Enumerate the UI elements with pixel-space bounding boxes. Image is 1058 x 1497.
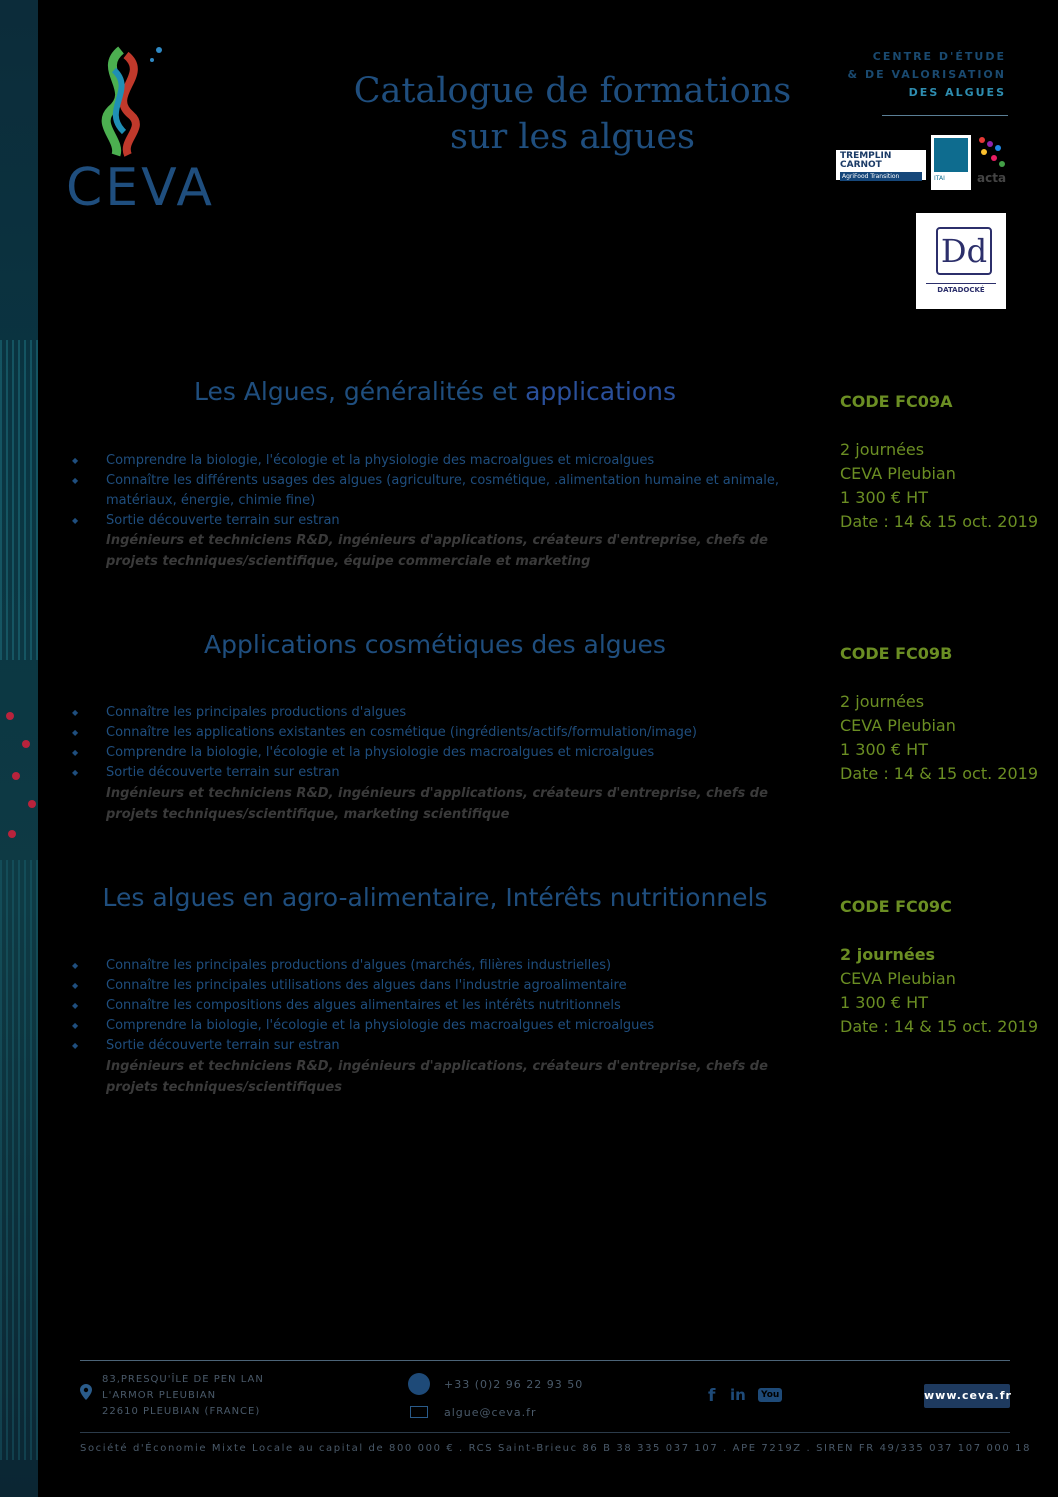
decorative-dot bbox=[28, 800, 36, 808]
tremplin-line-1: TREMPLIN bbox=[840, 151, 892, 161]
list-item: ◆ Connaître les différents usages des algues (agriculture, cosmétique, .alimentation humaine et animale, matériaux, énergie, chimie fine) bbox=[72, 471, 792, 511]
course-code: CODE FC09C bbox=[840, 897, 952, 916]
course-date: Date : 14 & 15 oct. 2019 bbox=[840, 512, 1039, 531]
acta-label: acta bbox=[977, 171, 1007, 185]
objectives-list bbox=[72, 451, 792, 531]
datadock-logo bbox=[916, 213, 1006, 309]
org-name bbox=[848, 48, 1006, 102]
section-title-text: Applications cosmétiques des algues bbox=[204, 630, 666, 659]
seaweed-pattern bbox=[0, 860, 38, 1460]
acta-dot bbox=[999, 161, 1005, 167]
location-pin-icon bbox=[80, 1384, 92, 1400]
org-line-1: CENTRE D'ÉTUDE bbox=[872, 50, 1006, 63]
decorative-side-strip bbox=[0, 0, 38, 1497]
logo-text: CEVA bbox=[66, 158, 215, 218]
section-title bbox=[60, 377, 810, 406]
tremplin-carnot-logo bbox=[836, 150, 926, 180]
list-item: ◆ Connaître les principales productions d'algues bbox=[72, 703, 792, 723]
ceva-logo bbox=[66, 40, 215, 218]
footer-divider bbox=[80, 1432, 1010, 1433]
course-duration: 2 journées bbox=[840, 692, 925, 711]
section-title-text: Les algues en agro-alimentaire, Intérêts nutritionnels bbox=[102, 883, 768, 912]
facebook-icon[interactable]: f bbox=[708, 1386, 716, 1406]
course-location: CEVA Pleubian bbox=[840, 716, 956, 735]
course-duration: 2 journées bbox=[840, 440, 925, 459]
divider bbox=[882, 115, 1008, 116]
list-item: ◆ Connaître les principales utilisations des algues dans l'industrie agroalimentaire bbox=[72, 976, 792, 996]
acta-dot bbox=[987, 141, 993, 147]
list-item: ◆ Comprendre la biologie, l'écologie et la physiologie des macroalgues et microalgues bbox=[72, 743, 792, 763]
course-code: CODE FC09B bbox=[840, 644, 953, 663]
list-item: ◆ Sortie découverte terrain sur estran bbox=[72, 763, 792, 783]
course-price: 1 300 € HT bbox=[840, 993, 928, 1012]
email-icon bbox=[410, 1406, 428, 1418]
list-item: ◆ Comprendre la biologie, l'écologie et la physiologie des macroalgues et microalgues bbox=[72, 1016, 792, 1036]
course-info bbox=[840, 390, 1040, 534]
itai-logo bbox=[931, 135, 971, 190]
tremplin-sub: AgriFood Transition bbox=[840, 172, 922, 181]
linkedin-icon[interactable]: in bbox=[730, 1386, 746, 1404]
list-item: ◆ Sortie découverte terrain sur estran bbox=[72, 1036, 792, 1056]
org-line-2: & DE VALORISATION bbox=[847, 68, 1006, 81]
decorative-dot bbox=[6, 712, 14, 720]
course-location: CEVA Pleubian bbox=[840, 969, 956, 988]
acta-dot bbox=[981, 149, 987, 155]
course-location: CEVA Pleubian bbox=[840, 464, 956, 483]
phone-icon bbox=[408, 1373, 430, 1395]
course-info bbox=[840, 642, 1040, 786]
acta-dot bbox=[991, 155, 997, 161]
legal-info: Société d'Économie Mixte Locale au capital de 800 000 € . RCS Saint-Brieuc 86 B 38 335 037 107 . APE 7219Z . SIREN FR 49/335 037 107 000 18 bbox=[80, 1443, 1032, 1454]
course-code: CODE FC09A bbox=[840, 392, 953, 411]
decorative-dot bbox=[12, 772, 20, 780]
list-item: ◆ Connaître les applications existantes en cosmétique (ingrédients/actifs/formulation/image) bbox=[72, 723, 792, 743]
acta-dot bbox=[979, 137, 985, 143]
section-title bbox=[60, 630, 810, 659]
target-audience: Ingénieurs et techniciens R&D, ingénieurs d'applications, créateurs d'entreprise, chefs de projets techniques/scientifiques bbox=[106, 1059, 768, 1095]
email-link[interactable]: algue@ceva.fr bbox=[444, 1406, 537, 1419]
section-title-highlight: applications bbox=[525, 377, 677, 406]
course-info bbox=[840, 895, 1040, 1039]
algae-flame-icon bbox=[66, 40, 176, 160]
datadock-label: DATADOCKÉ bbox=[926, 283, 996, 294]
youtube-icon[interactable]: You bbox=[758, 1388, 782, 1402]
course-duration: 2 journées bbox=[840, 945, 936, 964]
decorative-dot bbox=[22, 740, 30, 748]
list-item: ◆ Sortie découverte terrain sur estran bbox=[72, 511, 792, 531]
acta-logo bbox=[975, 135, 1009, 190]
seaweed-pattern bbox=[0, 340, 38, 660]
section-title bbox=[60, 883, 810, 912]
objectives-list bbox=[72, 956, 792, 1056]
course-price: 1 300 € HT bbox=[840, 740, 928, 759]
target-audience: Ingénieurs et techniciens R&D, ingénieurs d'applications, créateurs d'entreprise, chefs de projets techniques/scientifique, équipe commerciale et marketing bbox=[106, 533, 768, 569]
phone-number[interactable]: +33 (0)2 96 22 93 50 bbox=[444, 1378, 584, 1391]
objectives-list bbox=[72, 703, 792, 783]
list-item: ◆ Connaître les principales productions d'algues (marchés, filières industrielles) bbox=[72, 956, 792, 976]
decorative-dot bbox=[8, 830, 16, 838]
target-audience: Ingénieurs et techniciens R&D, ingénieurs d'applications, créateurs d'entreprise, chefs de projets techniques/scientifique, marketing scientifique bbox=[106, 786, 768, 822]
itai-label: ITAI bbox=[934, 175, 945, 182]
footer-divider bbox=[80, 1360, 1010, 1361]
acta-dot bbox=[995, 145, 1001, 151]
list-item: ◆ Comprendre la biologie, l'écologie et la physiologie des macroalgues et microalgues bbox=[72, 451, 792, 471]
website-button[interactable]: www.ceva.fr bbox=[924, 1384, 1010, 1408]
tremplin-line-2: CARNOT bbox=[840, 160, 882, 170]
course-date: Date : 14 & 15 oct. 2019 bbox=[840, 764, 1039, 783]
tree-icon bbox=[934, 138, 968, 172]
course-price: 1 300 € HT bbox=[840, 488, 928, 507]
section-title-text: Les Algues, généralités et bbox=[193, 377, 526, 406]
page-title: Catalogue de formations sur les algues bbox=[353, 71, 792, 157]
datadock-mark: Dd bbox=[936, 227, 992, 275]
address: 83,PRESQU'ÎLE DE PEN LAN L'ARMOR PLEUBIAN 22610 PLEUBIAN (FRANCE) bbox=[102, 1374, 264, 1417]
course-date: Date : 14 & 15 oct. 2019 bbox=[840, 1017, 1039, 1036]
list-item: ◆ Connaître les compositions des algues alimentaires et les intérêts nutritionnels bbox=[72, 996, 792, 1016]
org-line-3: DES ALGUES bbox=[908, 86, 1006, 99]
